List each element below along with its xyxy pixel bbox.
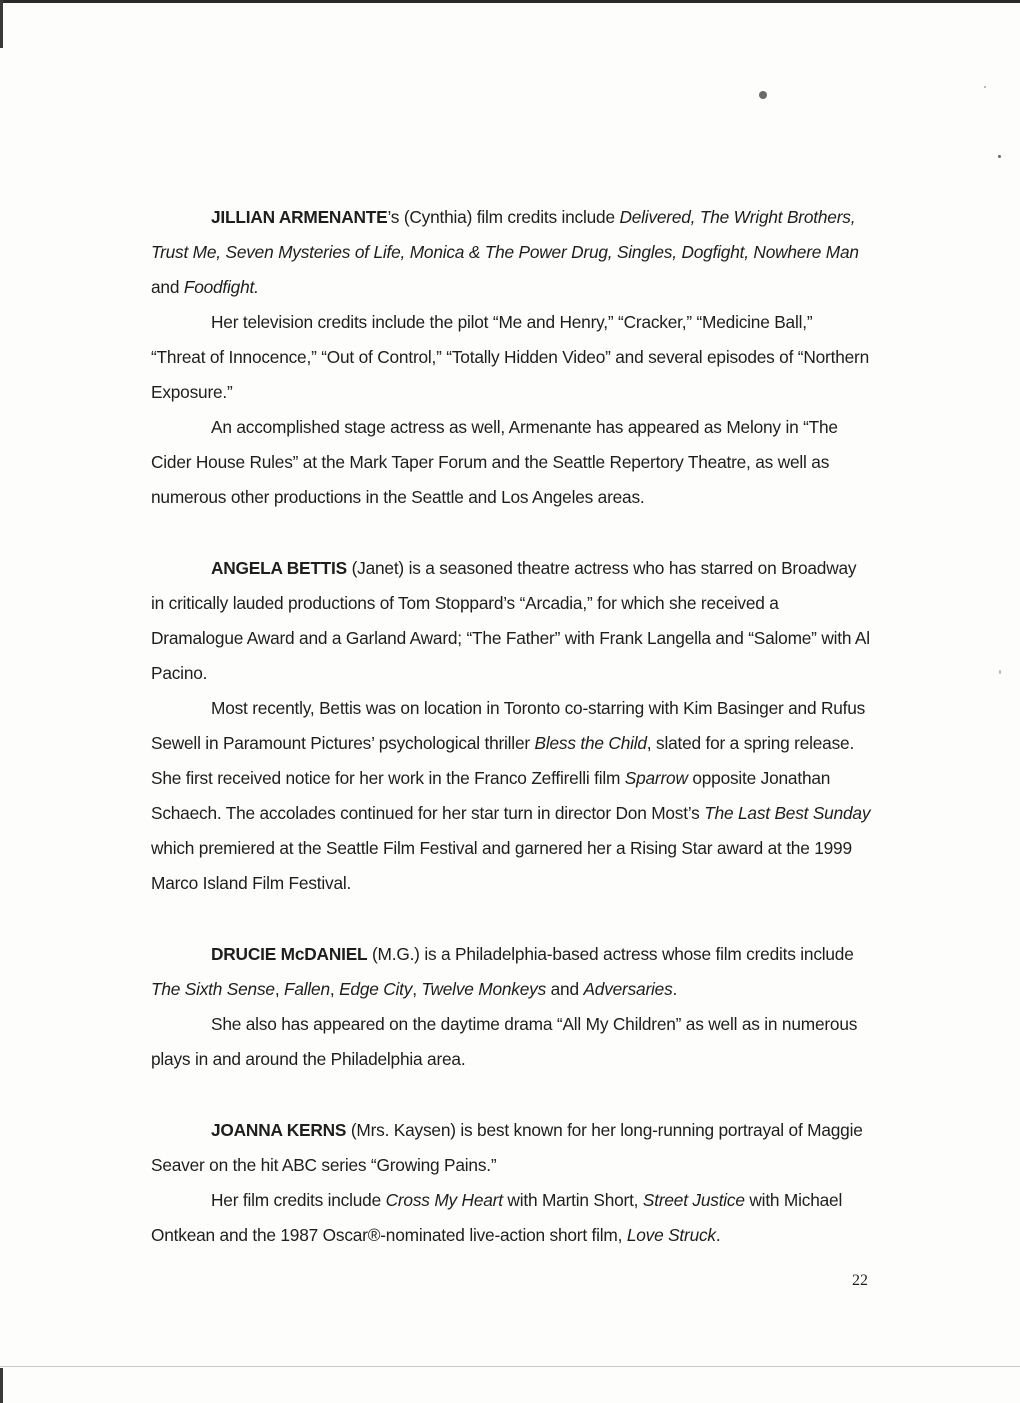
text-segment: with Martin Short, (502, 1190, 643, 1210)
text-segment: and (151, 277, 184, 297)
scan-speck (984, 86, 986, 88)
text-segment: and (546, 979, 584, 999)
film-title: Edge City (339, 979, 413, 999)
film-title: Twelve Monkeys (421, 979, 547, 999)
text-segment: (M.G.) is a Philadelphia-based actress whose film credits include (367, 944, 854, 964)
text-segment: . (672, 979, 678, 999)
text-segment: (Janet) is a seasoned theatre actress who has starred on Broadway in critically lauded productions of Tom Stoppard’s “Arcadia,” for which she received a Dramalogue Award and a Garland Award; “The Father” with Frank Langella and “Salome” with Al Pacino. (151, 558, 870, 683)
text-segment: . (715, 1225, 721, 1245)
scan-bottom-rule (0, 1366, 1020, 1367)
film-title: The Last Best Sunday (704, 803, 871, 823)
actor-name: JOANNA KERNS (211, 1120, 347, 1140)
film-title: Foodfight. (183, 277, 259, 297)
text-segment: (Mrs. Kaysen) is best known for her long-running portrayal of Maggie Seaver on the hit ABC series “Growing Pains.” (151, 1120, 863, 1175)
bio-paragraph (151, 1183, 871, 1253)
film-title: Street Justice (642, 1190, 745, 1210)
film-title: Love Struck (626, 1225, 716, 1245)
bio-paragraph (151, 551, 871, 691)
text-segment: , slated for a spring release. She first received notice for her work in the Franco Zeffirelli film (151, 733, 855, 788)
scan-speck (759, 91, 767, 99)
text-segment: with Michael Ontkean and the 1987 Oscar®-nominated live-action short film, (151, 1190, 843, 1245)
bio-paragraph (151, 691, 871, 901)
text-segment: , (274, 979, 285, 999)
bio-paragraph (151, 1007, 871, 1077)
bio-text (151, 200, 871, 1253)
bio-joanna-kerns (151, 1113, 871, 1253)
text-segment: , (412, 979, 422, 999)
text-segment: Her film credits include (211, 1190, 386, 1210)
film-title: Bless the Child (534, 733, 647, 753)
text-segment: opposite Jonathan Schaech. The accolades continued for her star turn in director Don Most’s (151, 768, 831, 823)
bio-paragraph (151, 305, 871, 410)
film-title: Cross My Heart (385, 1190, 503, 1210)
bio-drucie-mcdaniel (151, 937, 871, 1077)
bio-jillian-armenante (151, 200, 871, 515)
text-segment: Her television credits include the pilot “Me and Henry,” “Cracker,” “Medicine Ball,” “Threat of Innocence,” “Out of Control,” “Totally Hidden Video” and several episodes of “Northern Exposure.” (151, 312, 869, 402)
text-segment: ’s (Cynthia) film credits include (387, 207, 620, 227)
film-title: Fallen (284, 979, 330, 999)
bio-paragraph (151, 937, 871, 1007)
page-number: 22 (852, 1272, 868, 1289)
text-segment: An accomplished stage actress as well, Armenante has appeared as Melony in “The Cider House Rules” at the Mark Taper Forum and the Seattle Repertory Theatre, as well as numerous other productions in the Seattle and Los Angeles areas. (151, 417, 838, 507)
text-segment: which premiered at the Seattle Film Festival and garnered her a Rising Star award at the 1999 Marco Island Film Festival. (151, 838, 852, 893)
film-title: The Sixth Sense (151, 979, 275, 999)
bio-angela-bettis (151, 551, 871, 901)
scan-speck (999, 670, 1001, 674)
actor-name: ANGELA BETTIS (211, 558, 347, 578)
actor-name: DRUCIE McDANIEL (211, 944, 368, 964)
text-segment: Most recently, Bettis was on location in Toronto co-starring with Kim Basinger and Rufus Sewell in Paramount Pictures’ psychological thriller (151, 698, 866, 753)
bio-paragraph (151, 410, 871, 515)
scan-left-edge (0, 0, 3, 48)
film-title: Adversaries (583, 979, 673, 999)
text-segment: , (329, 979, 340, 999)
film-title: Sparrow (624, 768, 688, 788)
scan-left-edge-bottom (0, 1368, 3, 1403)
scan-top-edge (0, 0, 1020, 3)
actor-name: JILLIAN ARMENANTE (211, 207, 388, 227)
bio-paragraph (151, 1113, 871, 1183)
film-title: Delivered, The Wright Brothers, Trust Me, Seven Mysteries of Life, Monica & The Power Drug, Singles, Dogfight, Nowhere Man (151, 207, 859, 262)
text-segment: She also has appeared on the daytime drama “All My Children” as well as in numerous plays in and around the Philadelphia area. (151, 1014, 858, 1069)
scan-speck (998, 155, 1001, 158)
bio-paragraph (151, 200, 871, 305)
